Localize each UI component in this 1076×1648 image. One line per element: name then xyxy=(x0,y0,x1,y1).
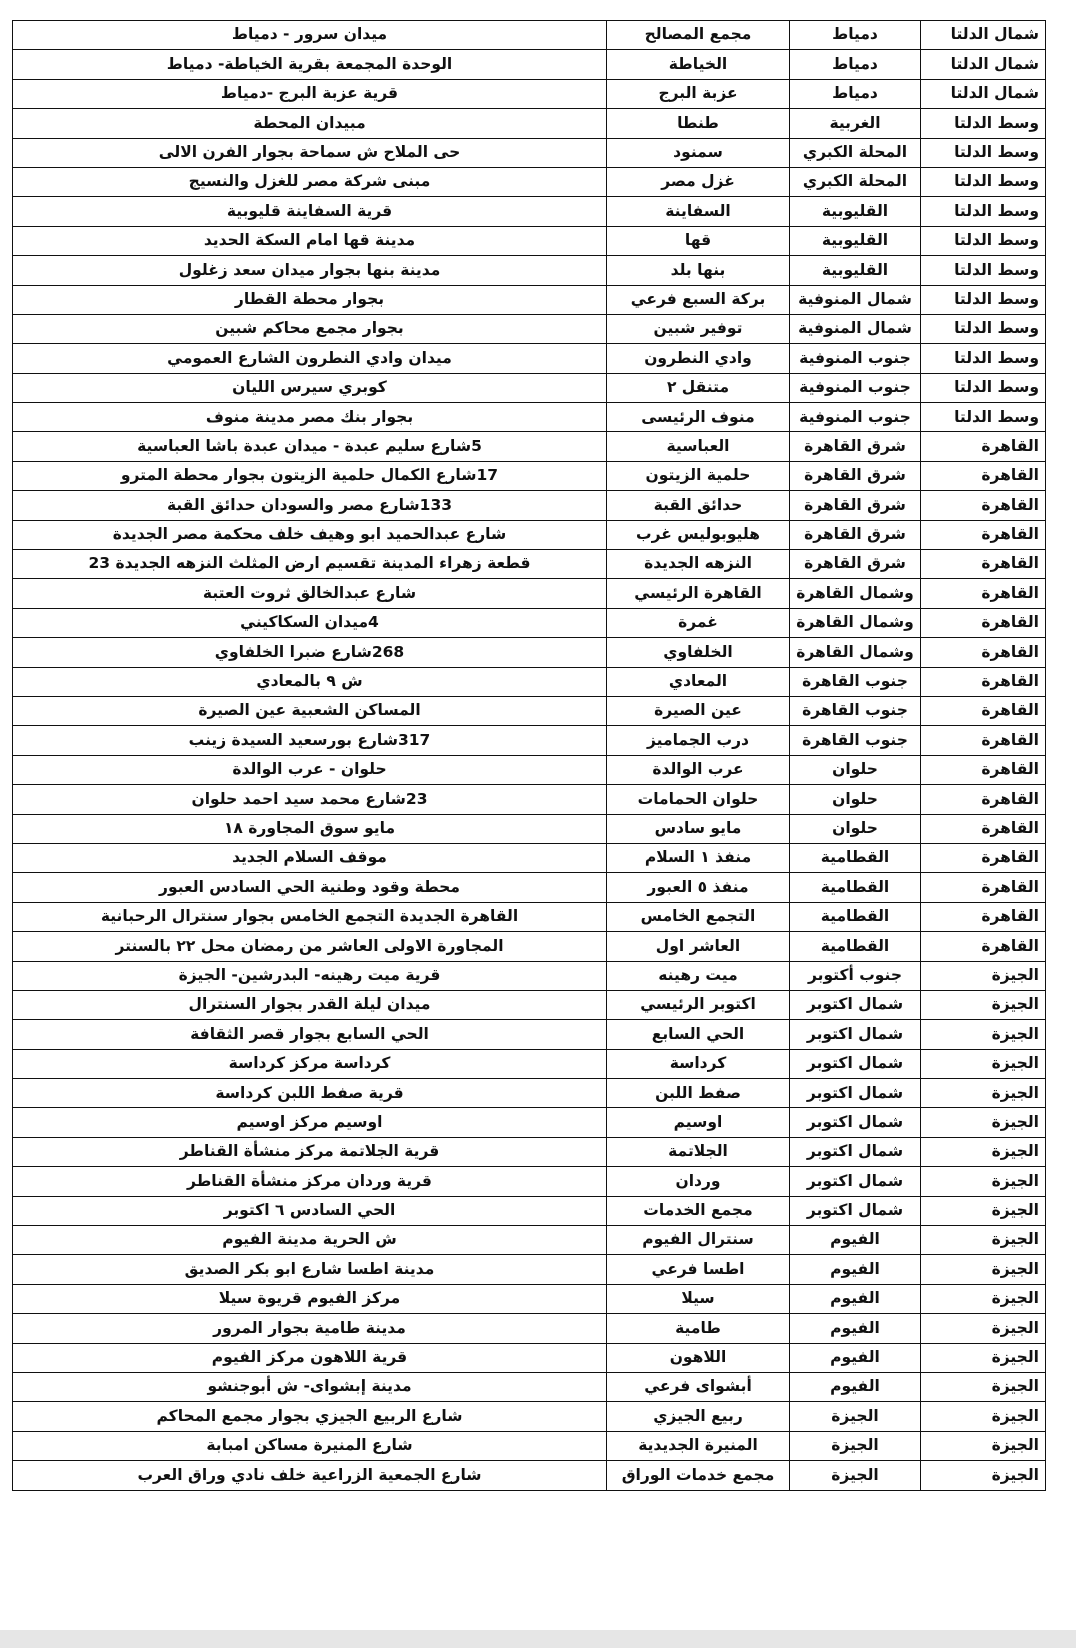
cell-office: أبشواى فرعي xyxy=(607,1372,790,1401)
cell-region: الجيزة xyxy=(921,990,1046,1019)
cell-region: الجيزة xyxy=(921,1020,1046,1049)
cell-sector: شمال اكتوبر xyxy=(790,1020,921,1049)
table-row xyxy=(13,520,1046,549)
cell-sector: الفيوم xyxy=(790,1226,921,1255)
cell-sector: حلوان xyxy=(790,785,921,814)
cell-region: الجيزة xyxy=(921,1108,1046,1137)
table-row xyxy=(13,1079,1046,1108)
cell-sector: القطامية xyxy=(790,843,921,872)
cell-office: اوسيم xyxy=(607,1108,790,1137)
table-row xyxy=(13,990,1046,1019)
cell-sector: شمال اكتوبر xyxy=(790,1049,921,1078)
cell-office: عين الصيرة xyxy=(607,696,790,725)
cell-office: الخلفاوي xyxy=(607,638,790,667)
cell-sector: جنوب أكتوبر xyxy=(790,961,921,990)
cell-sector: الجيزة xyxy=(790,1402,921,1431)
table-row xyxy=(13,785,1046,814)
table-row xyxy=(13,1284,1046,1313)
cell-address: مركز الفيوم قريوة سيلا xyxy=(13,1284,607,1313)
cell-region: القاهرة xyxy=(921,726,1046,755)
cell-sector: جنوب القاهرة xyxy=(790,696,921,725)
cell-sector: الفيوم xyxy=(790,1255,921,1284)
cell-address: قطعة زهراء المدينة تقسيم ارض المثلث النزهه الجديدة 23 xyxy=(13,550,607,579)
table-row xyxy=(13,1049,1046,1078)
cell-address: 23شارع محمد سيد احمد حلوان xyxy=(13,785,607,814)
cell-office: حدائق القبة xyxy=(607,491,790,520)
cell-address: قرية صفط اللبن كرداسة xyxy=(13,1079,607,1108)
cell-address: موقف السلام الجديد xyxy=(13,843,607,872)
cell-region: القاهرة xyxy=(921,843,1046,872)
cell-address: قرية عزبة البرج -دمياط xyxy=(13,79,607,108)
cell-region: القاهرة xyxy=(921,785,1046,814)
table-row xyxy=(13,138,1046,167)
cell-office: قها xyxy=(607,226,790,255)
cell-office: طنطا xyxy=(607,109,790,138)
table-row xyxy=(13,1372,1046,1401)
table-row xyxy=(13,1196,1046,1225)
cell-office: اللاهون xyxy=(607,1343,790,1372)
cell-sector: الفيوم xyxy=(790,1343,921,1372)
table-row xyxy=(13,608,1046,637)
cell-office: كرداسة xyxy=(607,1049,790,1078)
cell-address: مبنى شركة مصر للغزل والنسيج xyxy=(13,167,607,196)
cell-address: المجاورة الاولى العاشر من رمضان محل ٢٢ بالسنتر xyxy=(13,932,607,961)
cell-address: حلوان - عرب الوالدة xyxy=(13,755,607,784)
cell-address: مدينة إبشواى- ش أبوجنشو xyxy=(13,1372,607,1401)
cell-sector: شمال اكتوبر xyxy=(790,1196,921,1225)
cell-region: الجيزة xyxy=(921,1284,1046,1313)
cell-office: غمرة xyxy=(607,608,790,637)
cell-office: ميت رهينه xyxy=(607,961,790,990)
cell-office: غزل مصر xyxy=(607,167,790,196)
cell-address: مدينة طامية بجوار المرور xyxy=(13,1314,607,1343)
cell-office: المعادي xyxy=(607,667,790,696)
cell-address: ش الحرية مدينة الفيوم xyxy=(13,1226,607,1255)
cell-region: وسط الدلتا xyxy=(921,403,1046,432)
table-row xyxy=(13,21,1046,50)
cell-address: شارع عبدالحميد ابو وهيف خلف محكمة مصر الجديدة xyxy=(13,520,607,549)
cell-office: منفذ ٥ العبور xyxy=(607,873,790,902)
table-row xyxy=(13,726,1046,755)
cell-office: سنترال الفيوم xyxy=(607,1226,790,1255)
cell-office: العاشر اول xyxy=(607,932,790,961)
cell-address: مبيدان المحطة xyxy=(13,109,607,138)
table-row xyxy=(13,1314,1046,1343)
cell-sector: الغربية xyxy=(790,109,921,138)
cell-address: محطة وقود وطنية الحي السادس العبور xyxy=(13,873,607,902)
cell-office: مجمع الخدمات xyxy=(607,1196,790,1225)
cell-region: القاهرة xyxy=(921,814,1046,843)
cell-sector: جنوب القاهرة xyxy=(790,667,921,696)
cell-address: 5شارع سليم عبدة - ميدان عبدة باشا العباسية xyxy=(13,432,607,461)
cell-office: بركة السبع فرعي xyxy=(607,285,790,314)
cell-region: الجيزة xyxy=(921,1079,1046,1108)
cell-region: القاهرة xyxy=(921,873,1046,902)
cell-region: القاهرة xyxy=(921,667,1046,696)
table-row xyxy=(13,755,1046,784)
cell-region: وسط الدلتا xyxy=(921,226,1046,255)
cell-office: هليوبوليس غرب xyxy=(607,520,790,549)
table-row xyxy=(13,550,1046,579)
cell-sector: دمياط xyxy=(790,21,921,50)
cell-sector: القليوبية xyxy=(790,256,921,285)
cell-region: القاهرة xyxy=(921,432,1046,461)
cell-office: الحي السابع xyxy=(607,1020,790,1049)
cell-address: مدينة قها امام السكة الحديد xyxy=(13,226,607,255)
cell-address: مدينة اطسا شارع ابو بكر الصديق xyxy=(13,1255,607,1284)
cell-region: القاهرة xyxy=(921,902,1046,931)
cell-office: سمنود xyxy=(607,138,790,167)
cell-office: سيلا xyxy=(607,1284,790,1313)
cell-address: شارع عبدالخالق ثروت العتبة xyxy=(13,579,607,608)
table-row xyxy=(13,1431,1046,1460)
table-row xyxy=(13,197,1046,226)
cell-office: توفير شبين xyxy=(607,314,790,343)
cell-sector: وشمال القاهرة xyxy=(790,579,921,608)
cell-office: متنقل ٢ xyxy=(607,373,790,402)
cell-region: الجيزة xyxy=(921,1343,1046,1372)
cell-office: مايو سادس xyxy=(607,814,790,843)
cell-address: قرية السفاينة قليوبية xyxy=(13,197,607,226)
table-row xyxy=(13,667,1046,696)
table-row xyxy=(13,285,1046,314)
cell-address: ميدان سرور - دمياط xyxy=(13,21,607,50)
cell-sector: وشمال القاهرة xyxy=(790,608,921,637)
table-row xyxy=(13,109,1046,138)
cell-address: 268شارع ضبرا الخلفاوي xyxy=(13,638,607,667)
cell-address: مايو سوق المجاورة ١٨ xyxy=(13,814,607,843)
cell-region: القاهرة xyxy=(921,550,1046,579)
cell-office: طامية xyxy=(607,1314,790,1343)
cell-office: مجمع المصالح xyxy=(607,21,790,50)
cell-sector: شمال المنوفية xyxy=(790,285,921,314)
table-row xyxy=(13,432,1046,461)
cell-address: كوبري سيرس الليان xyxy=(13,373,607,402)
cell-region: القاهرة xyxy=(921,461,1046,490)
cell-office: وردان xyxy=(607,1167,790,1196)
cell-office: منفذ ١ السلام xyxy=(607,843,790,872)
cell-region: الجيزة xyxy=(921,1167,1046,1196)
cell-address: ميدان وادي النطرون الشارع العمومي xyxy=(13,344,607,373)
cell-address: بجوار محطة القطار xyxy=(13,285,607,314)
cell-region: القاهرة xyxy=(921,520,1046,549)
table-row xyxy=(13,638,1046,667)
cell-sector: المحلة الكبري xyxy=(790,138,921,167)
cell-office: ربيع الجيزي xyxy=(607,1402,790,1431)
table-row xyxy=(13,1255,1046,1284)
table-row xyxy=(13,1402,1046,1431)
cell-address: شارع الربيع الجيزي بجوار مجمع المحاكم xyxy=(13,1402,607,1431)
cell-sector: دمياط xyxy=(790,50,921,79)
cell-address: المساكن الشعبية عين الصيرة xyxy=(13,696,607,725)
table-row xyxy=(13,314,1046,343)
table-row xyxy=(13,491,1046,520)
cell-sector: القليوبية xyxy=(790,226,921,255)
cell-sector: الجيزة xyxy=(790,1431,921,1460)
cell-sector: المحلة الكبري xyxy=(790,167,921,196)
cell-region: القاهرة xyxy=(921,696,1046,725)
cell-address: القاهرة الجديدة التجمع الخامس بجوار سنترال الرحبانية xyxy=(13,902,607,931)
cell-office: القاهرة الرئيسي xyxy=(607,579,790,608)
cell-sector: جنوب المنوفية xyxy=(790,344,921,373)
cell-address: الحي السابع بجوار قصر الثقافة xyxy=(13,1020,607,1049)
cell-address: بجوار مجمع محاكم شبين xyxy=(13,314,607,343)
cell-region: الجيزة xyxy=(921,1402,1046,1431)
table-row xyxy=(13,167,1046,196)
cell-sector: شمال اكتوبر xyxy=(790,1167,921,1196)
cell-region: وسط الدلتا xyxy=(921,344,1046,373)
cell-region: وسط الدلتا xyxy=(921,138,1046,167)
cell-region: وسط الدلتا xyxy=(921,373,1046,402)
cell-address: ش ٩ بالمعادي xyxy=(13,667,607,696)
cell-sector: شمال المنوفية xyxy=(790,314,921,343)
cell-address: قرية اللاهون مركز الفيوم xyxy=(13,1343,607,1372)
cell-region: الجيزة xyxy=(921,1461,1046,1490)
table-row xyxy=(13,1108,1046,1137)
cell-office: عزبة البرج xyxy=(607,79,790,108)
cell-office: وادي النطرون xyxy=(607,344,790,373)
table-row xyxy=(13,79,1046,108)
cell-office: مجمع خدمات الوراق xyxy=(607,1461,790,1490)
table-row xyxy=(13,843,1046,872)
table-row xyxy=(13,579,1046,608)
cell-address: بجوار بنك مصر مدينة منوف xyxy=(13,403,607,432)
cell-region: شمال الدلتا xyxy=(921,79,1046,108)
cell-region: وسط الدلتا xyxy=(921,109,1046,138)
cell-office: عرب الوالدة xyxy=(607,755,790,784)
cell-sector: الفيوم xyxy=(790,1284,921,1313)
cell-address: 317شارع بورسعيد السيدة زينب xyxy=(13,726,607,755)
cell-region: الجيزة xyxy=(921,1049,1046,1078)
cell-sector: الجيزة xyxy=(790,1461,921,1490)
cell-sector: حلوان xyxy=(790,755,921,784)
cell-region: الجيزة xyxy=(921,1314,1046,1343)
cell-office: الجلاتمة xyxy=(607,1137,790,1166)
cell-address: كرداسة مركز كرداسة xyxy=(13,1049,607,1078)
cell-sector: القطامية xyxy=(790,902,921,931)
cell-office: درب الجماميز xyxy=(607,726,790,755)
cell-region: وسط الدلتا xyxy=(921,256,1046,285)
table-row xyxy=(13,1343,1046,1372)
table-row xyxy=(13,1020,1046,1049)
cell-office: العباسية xyxy=(607,432,790,461)
cell-region: القاهرة xyxy=(921,579,1046,608)
cell-region: وسط الدلتا xyxy=(921,197,1046,226)
cell-sector: وشمال القاهرة xyxy=(790,638,921,667)
cell-region: الجيزة xyxy=(921,1372,1046,1401)
cell-address: 133شارع مصر والسودان حدائق القبة xyxy=(13,491,607,520)
table-row xyxy=(13,1461,1046,1490)
cell-address: 4ميدان السكاكيني xyxy=(13,608,607,637)
cell-sector: القطامية xyxy=(790,873,921,902)
cell-office: منوف الرئيسى xyxy=(607,403,790,432)
cell-region: القاهرة xyxy=(921,491,1046,520)
cell-region: القاهرة xyxy=(921,608,1046,637)
cell-sector: شرق القاهرة xyxy=(790,520,921,549)
cell-region: الجيزة xyxy=(921,1431,1046,1460)
cell-office: بنها بلد xyxy=(607,256,790,285)
cell-address: 17شارع الكمال حلمية الزيتون بجوار محطة المترو xyxy=(13,461,607,490)
cell-address: اوسيم مركز اوسيم xyxy=(13,1108,607,1137)
cell-sector: حلوان xyxy=(790,814,921,843)
cell-sector: شرق القاهرة xyxy=(790,461,921,490)
cell-region: القاهرة xyxy=(921,755,1046,784)
table-row xyxy=(13,256,1046,285)
cell-address: قرية وردان مركز منشأة القناطر xyxy=(13,1167,607,1196)
table-row xyxy=(13,814,1046,843)
table-row xyxy=(13,1226,1046,1255)
cell-region: القاهرة xyxy=(921,932,1046,961)
cell-sector: شرق القاهرة xyxy=(790,491,921,520)
cell-office: المنيرة الجديدية xyxy=(607,1431,790,1460)
cell-office: حلمية الزيتون xyxy=(607,461,790,490)
cell-region: وسط الدلتا xyxy=(921,314,1046,343)
cell-sector: شمال اكتوبر xyxy=(790,990,921,1019)
cell-office: اطسا فرعي xyxy=(607,1255,790,1284)
cell-region: الجيزة xyxy=(921,1255,1046,1284)
cell-sector: الفيوم xyxy=(790,1372,921,1401)
cell-address: شارع الجمعية الزراعية خلف نادي وراق العرب xyxy=(13,1461,607,1490)
cell-address: ميدان ليلة القدر بجوار السنترال xyxy=(13,990,607,1019)
table-row xyxy=(13,226,1046,255)
cell-region: شمال الدلتا xyxy=(921,21,1046,50)
cell-office: التجمع الخامس xyxy=(607,902,790,931)
cell-region: الجيزة xyxy=(921,1226,1046,1255)
table-row xyxy=(13,932,1046,961)
cell-office: السفاينة xyxy=(607,197,790,226)
cell-address: قرية ميت رهينه- البدرشين- الجيزة xyxy=(13,961,607,990)
page-bottom-strip xyxy=(0,1630,1076,1648)
cell-sector: القطامية xyxy=(790,932,921,961)
cell-sector: القليوبية xyxy=(790,197,921,226)
cell-office: حلوان الحمامات xyxy=(607,785,790,814)
cell-sector: دمياط xyxy=(790,79,921,108)
cell-region: الجيزة xyxy=(921,1196,1046,1225)
table-container xyxy=(12,20,1046,1491)
cell-region: وسط الدلتا xyxy=(921,167,1046,196)
table-row xyxy=(13,50,1046,79)
cell-sector: شرق القاهرة xyxy=(790,432,921,461)
cell-region: القاهرة xyxy=(921,638,1046,667)
post-offices-table xyxy=(12,20,1046,1491)
table-body xyxy=(13,21,1046,1491)
cell-office: الخياطة xyxy=(607,50,790,79)
cell-sector: جنوب القاهرة xyxy=(790,726,921,755)
cell-address: شارع المنيرة مساكن امبابة xyxy=(13,1431,607,1460)
table-row xyxy=(13,696,1046,725)
cell-address: الوحدة المجمعة بقرية الخياطة- دمياط xyxy=(13,50,607,79)
cell-sector: شمال اكتوبر xyxy=(790,1137,921,1166)
cell-sector: جنوب المنوفية xyxy=(790,403,921,432)
table-row xyxy=(13,961,1046,990)
cell-sector: شمال اكتوبر xyxy=(790,1079,921,1108)
cell-office: اكتوبر الرئيسي xyxy=(607,990,790,1019)
table-row xyxy=(13,1167,1046,1196)
cell-office: صفط اللبن xyxy=(607,1079,790,1108)
cell-region: الجيزة xyxy=(921,1137,1046,1166)
table-row xyxy=(13,373,1046,402)
cell-sector: شرق القاهرة xyxy=(790,550,921,579)
cell-address: قرية الجلاتمة مركز منشأة القناطر xyxy=(13,1137,607,1166)
table-row xyxy=(13,873,1046,902)
cell-office: النزهه الجديدة xyxy=(607,550,790,579)
cell-region: وسط الدلتا xyxy=(921,285,1046,314)
table-row xyxy=(13,461,1046,490)
cell-region: الجيزة xyxy=(921,961,1046,990)
cell-address: الحي السادس ٦ اكتوبر xyxy=(13,1196,607,1225)
cell-sector: شمال اكتوبر xyxy=(790,1108,921,1137)
cell-sector: جنوب المنوفية xyxy=(790,373,921,402)
cell-region: شمال الدلتا xyxy=(921,50,1046,79)
table-row xyxy=(13,403,1046,432)
table-row xyxy=(13,344,1046,373)
cell-address: مدينة بنها بجوار ميدان سعد زغلول xyxy=(13,256,607,285)
cell-sector: الفيوم xyxy=(790,1314,921,1343)
table-row xyxy=(13,1137,1046,1166)
cell-address: حى الملاح ش سماحة بجوار الفرن الالى xyxy=(13,138,607,167)
table-row xyxy=(13,902,1046,931)
